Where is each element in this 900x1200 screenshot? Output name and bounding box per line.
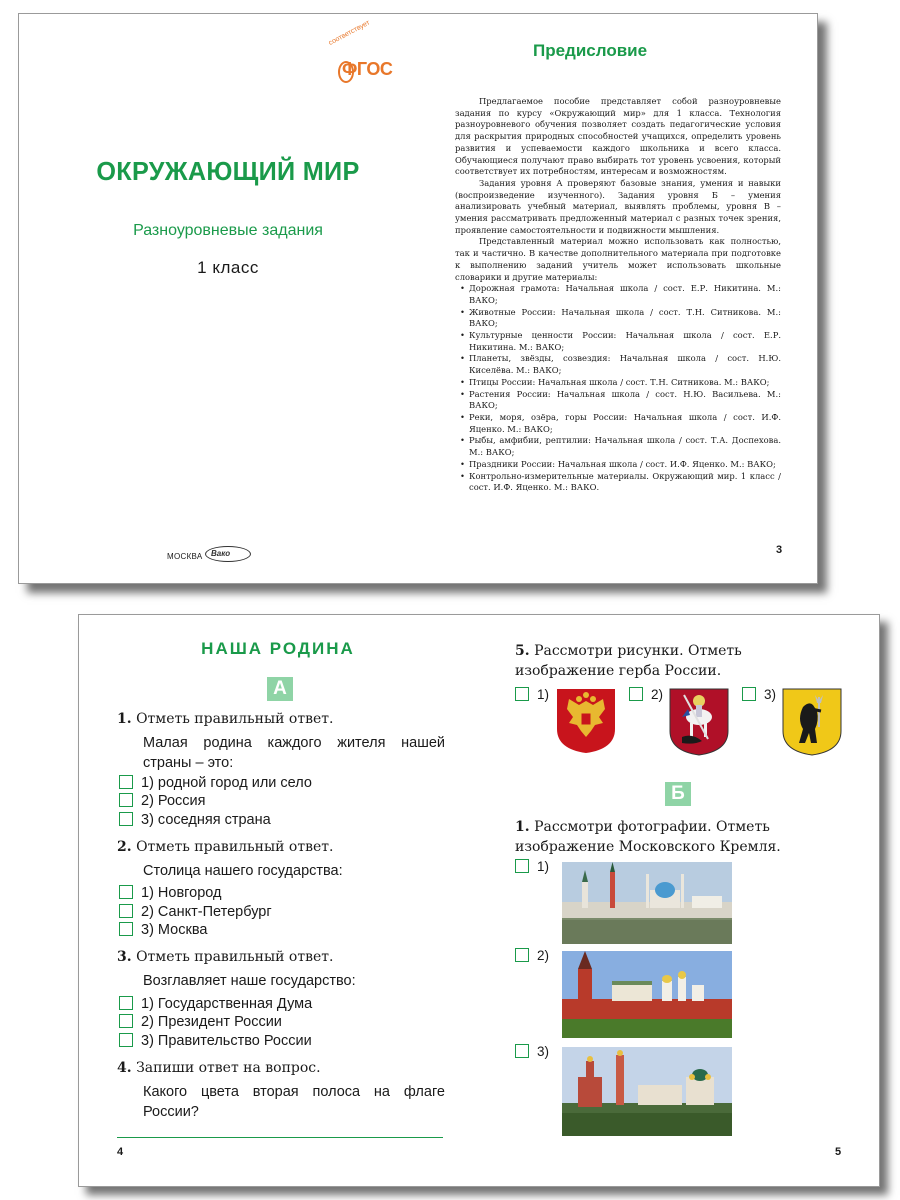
publisher-logo-text: Вако [211,549,231,558]
question-number: 3. [117,949,132,965]
question-3-text: Возглавляет наше государство: [143,973,356,989]
option-label: 2) Россия [141,793,206,809]
question-number: 4. [117,1060,132,1076]
fgos-logo-arc: соответствует [327,19,372,47]
moscow-coat-of-arms-image [668,687,730,757]
q2-option-1[interactable] [119,884,221,902]
yaroslavl-coat-of-arms-image [781,687,843,757]
q1-option-3[interactable] [119,811,271,829]
instruction-text: Рассмотри фотографии. Отметь изображение Московского Кремля. [515,819,781,855]
option-label: 3) [764,687,777,702]
preface-title: Предисловие [533,41,648,60]
russia-coat-of-arms-image [555,687,617,755]
question-number: 1. [117,711,132,727]
question-2-instruction [117,837,447,857]
checkbox[interactable] [119,812,133,826]
option-label: 3) [537,1044,550,1059]
list-item: • Контрольно-измерительные материалы. Окружающий мир. 1 класс / сост. И.Ф. Яценко. М.: ВАКО. [469,471,781,494]
qb1-option-2[interactable] [515,948,549,964]
list-item: • Животные России: Начальная школа / сост. Т.Н. Ситникова. М.: ВАКО; [469,307,781,330]
list-item: • Реки, моря, озёра, горы России: Начальная школа / сост. И.Ф. Яценко. М.: ВАКО; [469,412,781,435]
qb1-option-1[interactable] [515,859,549,875]
q5-option-1[interactable] [515,687,549,703]
checkbox[interactable] [515,859,529,873]
question-2-text: Столица нашего государства: [143,863,343,879]
option-label: 1) [537,859,550,874]
preface-paragraph: Представленный материал можно использовать как полностью, так и частично. В качестве дополнительного материала при подготовке к выполнению заданий учитель может использовать школьные словарики и другие материалы: [455,236,781,282]
book-title: ОКРУЖАЮЩИЙ МИР [96,156,360,186]
instruction-text: Отметь правильный ответ. [136,711,334,727]
option-label: 1) родной город или село [141,775,312,791]
qb1-option-3[interactable] [515,1044,549,1060]
section-title: НАША РОДИНА [201,639,355,658]
q1-option-1[interactable] [119,774,312,792]
page-number-right: 5 [835,1146,842,1158]
option-label: 2) [651,687,664,702]
list-item: • Планеты, звёзды, созвездия: Начальная школа / сост. Н.Ю. Киселёва. М.: ВАКО; [469,353,781,376]
preface-paragraph: Задания уровня А проверяют базовые знания, умения и навыки (воспроизведение изученного). Задания уровня Б – умения анализировать учебный материал, выявлять проблемы, уровня В – умения рассматривать предложенный материал с разных точек зрения, проявление самостоятельности и подвижности мышления. [455,177,781,235]
option-label: 2) [537,948,550,963]
instruction-text: Рассмотри рисунки. Отметь изображение герба России. [515,643,742,679]
instruction-text: Запиши ответ на вопрос. [136,1060,321,1076]
publisher-city: МОСКВА [167,552,203,561]
checkbox[interactable] [515,1044,529,1058]
option-label: 1) [537,687,550,702]
book-spread-bottom [78,614,880,1187]
instruction-text: Отметь правильный ответ. [136,949,334,965]
book-subtitle: Разноуровневые задания [133,222,323,239]
question-4-text: Какого цвета вторая полоса на флаге России? [143,1084,445,1120]
list-item: • Праздники России: Начальная школа / сост. И.Ф. Яценко. М.: ВАКО; [469,459,781,471]
preface-reference-list [455,283,781,494]
moscow-kremlin-photo [562,951,732,1038]
option-label: 3) соседняя страна [141,812,271,828]
book-grade: 1 класс [197,258,259,277]
level-a-badge: А [267,677,293,701]
option-label: 3) Москва [141,922,208,938]
q5-option-2[interactable] [629,687,663,703]
checkbox[interactable] [119,885,133,899]
checkbox[interactable] [119,996,133,1010]
question-1-text: Малая родина каждого жителя нашей страны – это: [143,735,445,771]
option-label: 1) Государственная Дума [141,996,313,1012]
checkbox[interactable] [119,1033,133,1047]
page-number: 3 [776,544,783,556]
checkbox[interactable] [119,1014,133,1028]
q5-option-3[interactable] [742,687,776,703]
level-b-badge: Б [665,782,691,806]
fgos-logo-text: ФГОС [342,59,393,79]
q2-option-2[interactable] [119,903,272,921]
list-item: • Птицы России: Начальная школа / сост. Т.Н. Ситникова. М.: ВАКО; [469,377,781,389]
list-item: • Растения России: Начальная школа / сост. Н.Ю. Васильева. М.: ВАКО; [469,389,781,412]
question-number: 1. [515,819,530,835]
checkbox[interactable] [119,922,133,936]
instruction-text: Отметь правильный ответ. [136,839,334,855]
checkbox[interactable] [515,948,529,962]
question-3-instruction [117,947,447,967]
kazan-kremlin-photo [562,862,732,944]
question-number: 5. [515,643,530,659]
option-label: 2) Президент России [141,1014,282,1030]
checkbox[interactable] [742,687,756,701]
question-b1-instruction [515,817,845,857]
preface-body [455,96,781,494]
question-1-instruction [117,709,447,729]
checkbox[interactable] [515,687,529,701]
q3-option-2[interactable] [119,1013,282,1031]
q3-option-3[interactable] [119,1032,312,1050]
option-label: 3) Правительство России [141,1033,312,1049]
preface-paragraph: Предлагаемое пособие представляет собой разноуровневые задания по курсу «Окружающий мир» для 1 класса. Технология разноуровневого обучения позволяет создать педагогические условия для раскрытия природных способностей учащихся, определить уровень развития и успеваемости каждого школьника и всего класса. Обучающиеся получают право выбирать тот уровень усвоения, который соответствует их потребностям, интересам и возможностям. [455,96,781,177]
checkbox[interactable] [629,687,643,701]
page-number-left: 4 [117,1146,124,1158]
option-label: 1) Новгород [141,885,222,901]
list-item: • Культурные ценности России: Начальная школа / сост. Е.Р. Никитина. М.: ВАКО; [469,330,781,353]
question-number: 2. [117,839,132,855]
list-item: • Дорожная грамота: Начальная школа / сост. Е.Р. Никитина. М.: ВАКО; [469,283,781,306]
q2-option-3[interactable] [119,921,207,939]
checkbox[interactable] [119,904,133,918]
question-5-instruction [515,641,845,681]
novodevichy-convent-photo [562,1047,732,1136]
checkbox[interactable] [119,793,133,807]
q1-option-2[interactable] [119,792,205,810]
question-4-instruction [117,1058,447,1078]
option-label: 2) Санкт-Петербург [141,904,272,920]
q3-option-1[interactable] [119,995,312,1013]
publisher-logo [205,546,251,562]
answer-line[interactable] [117,1137,443,1138]
checkbox[interactable] [119,775,133,789]
list-item: • Рыбы, амфибии, рептилии: Начальная школа / сост. Т.А. Доспехова. М.: ВАКО; [469,435,781,458]
book-spread-top [18,13,818,584]
fgos-logo [327,19,401,92]
